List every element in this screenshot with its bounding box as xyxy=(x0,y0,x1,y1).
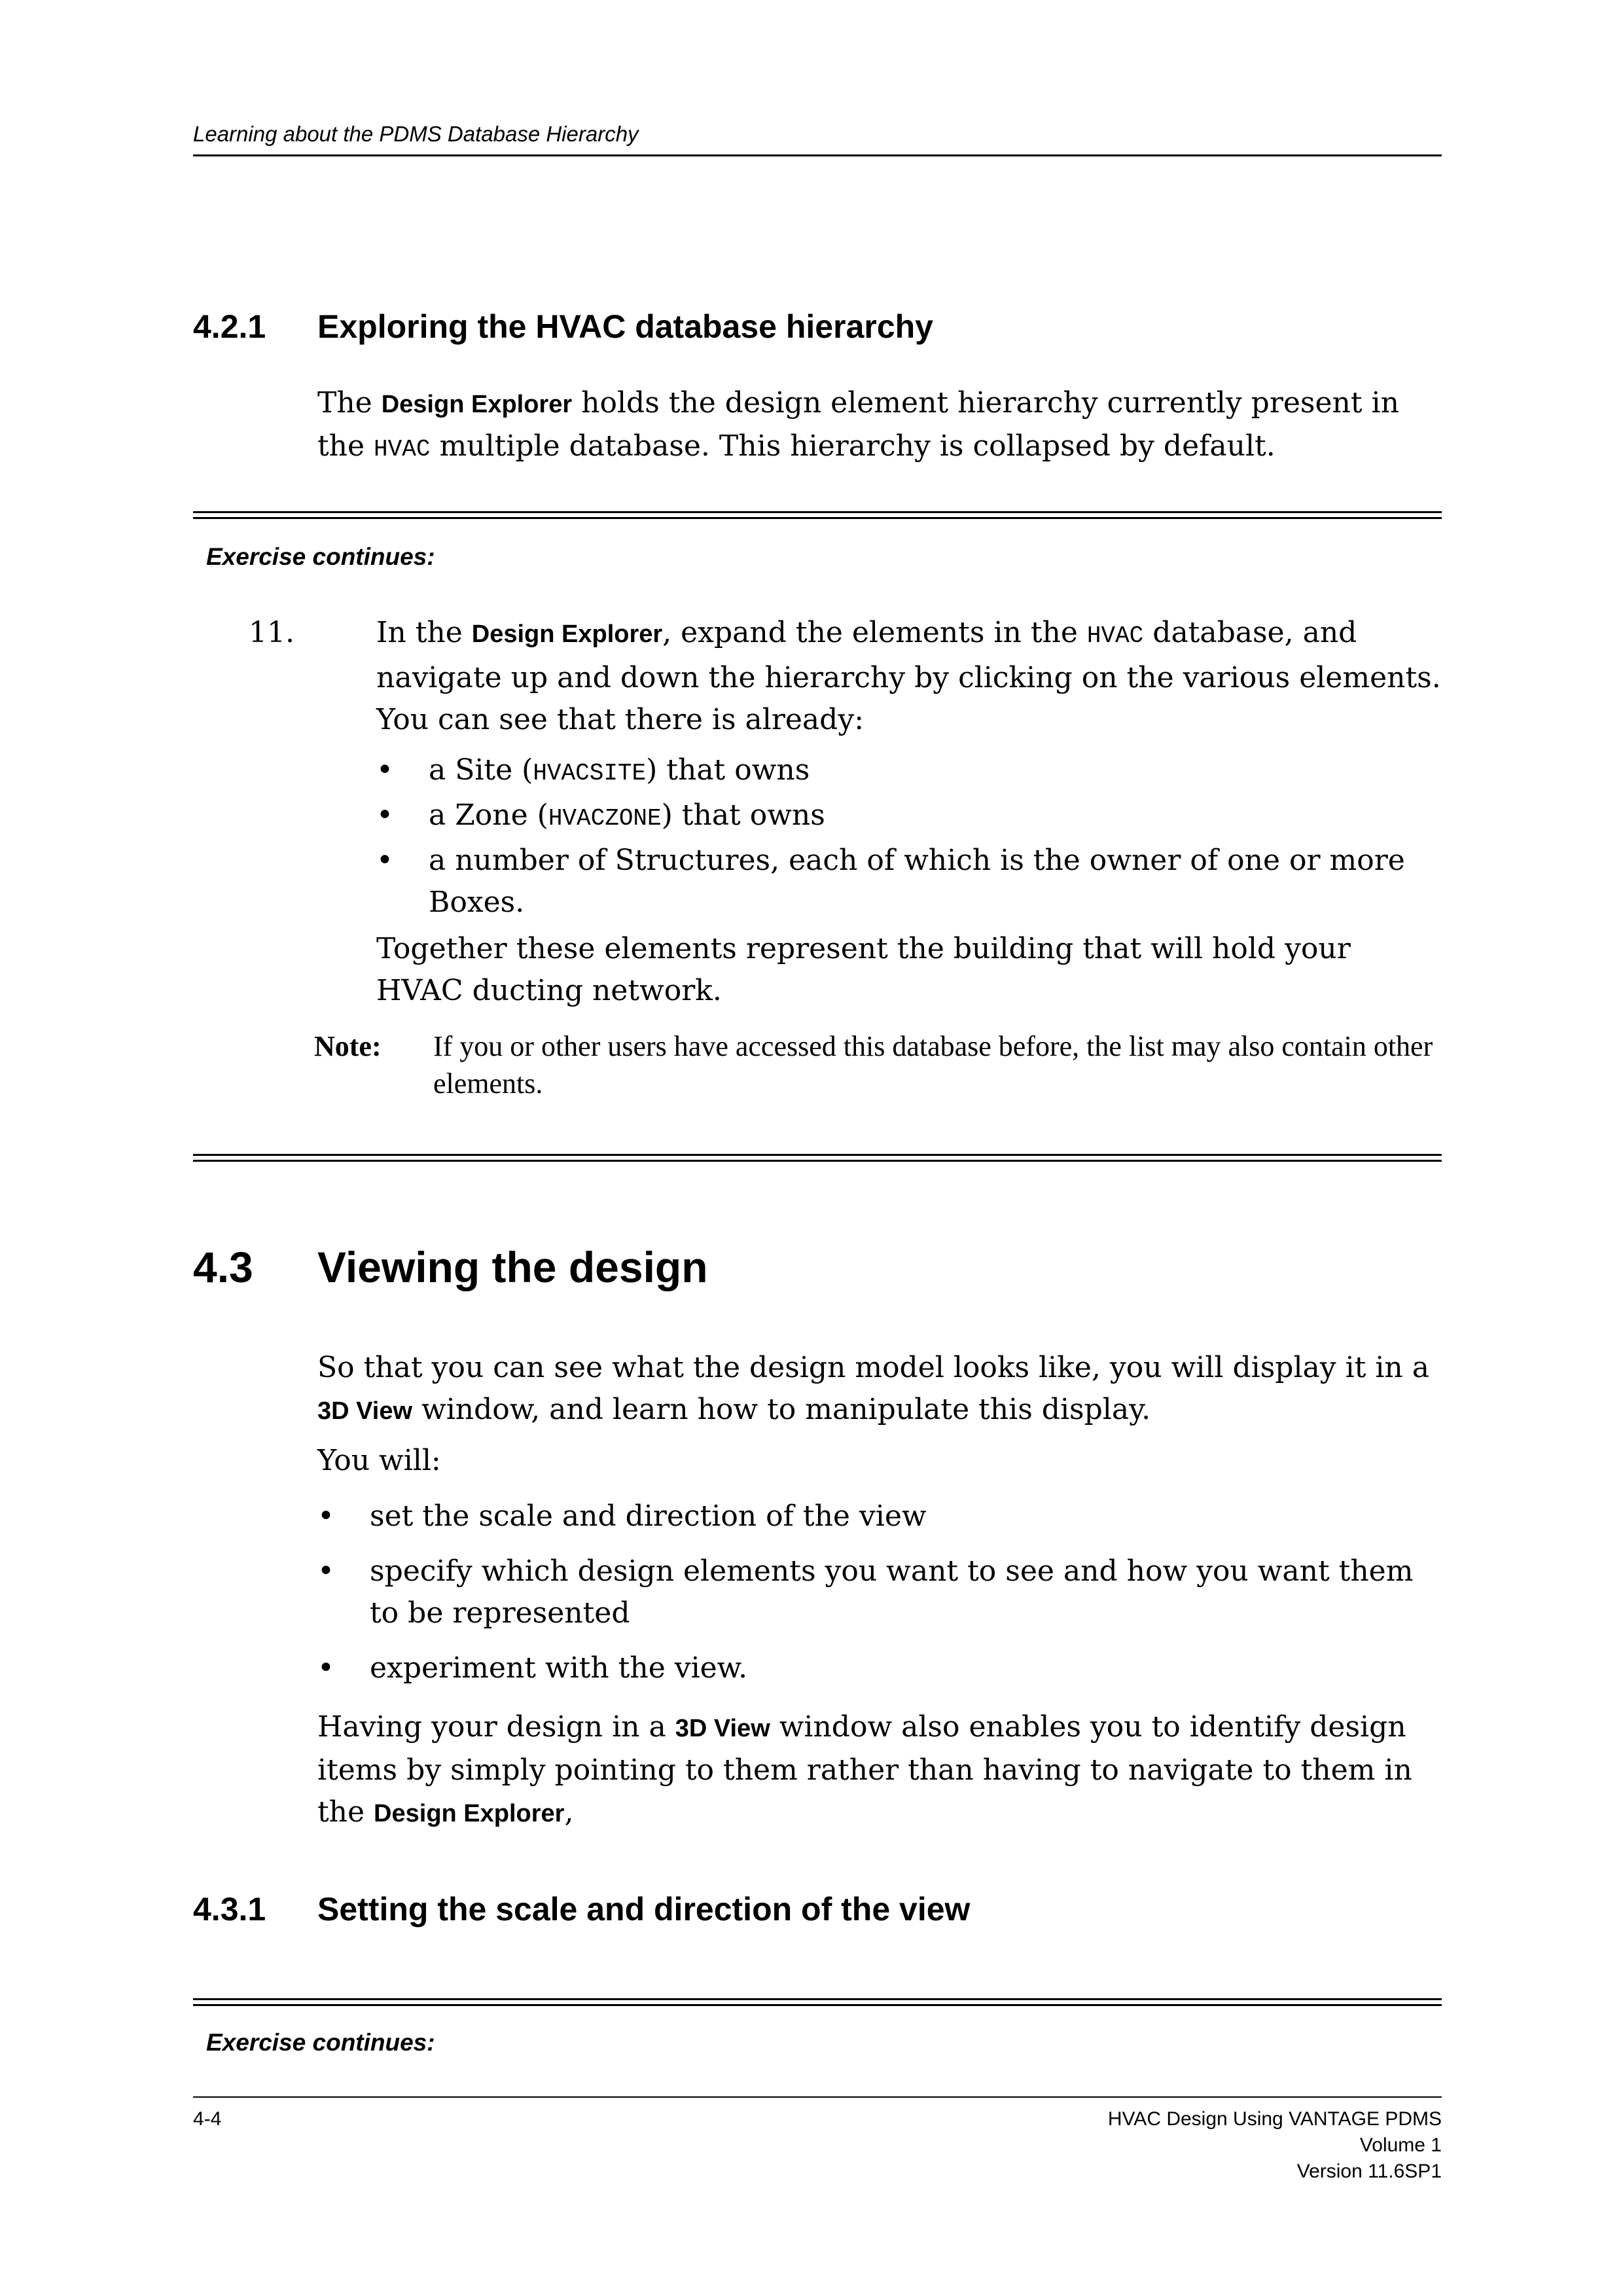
ui-term: Design Explorer xyxy=(471,620,663,648)
you-will-bullet-list xyxy=(317,1496,1443,1689)
bullet-icon: • xyxy=(317,1554,334,1588)
footer-rule xyxy=(193,2096,1442,2098)
intro-paragraph: The Design Explorer holds the design element hierarchy currently present in the HVAC multiple database. This hierarchy is collapsed by default. xyxy=(317,386,1399,463)
section-heading-4-2-1 xyxy=(193,308,933,346)
footer-volume: Volume 1 xyxy=(1359,2134,1442,2156)
running-header: Learning about the PDMS Database Hierarchy xyxy=(193,122,639,146)
header-rule xyxy=(193,154,1442,156)
step-paragraph: In the Design Explorer, expand the elements in the HVAC database, and navigate up and down the hierarchy by clicking on the various elements. You can see that there is already: xyxy=(376,616,1441,736)
bullet-icon: • xyxy=(376,844,393,877)
section-title: Exploring the HVAC database hierarchy xyxy=(317,308,933,345)
footer-version: Version 11.6SP1 xyxy=(1296,2161,1442,2182)
code-term: HVAC xyxy=(374,436,431,463)
list-item: • experiment with the view. xyxy=(317,1647,1443,1689)
code-term: HVACSITE xyxy=(533,760,647,787)
bullet-icon: • xyxy=(317,1499,334,1533)
exercise-end-rule xyxy=(193,1154,1442,1162)
list-item: • set the scale and direction of the view xyxy=(317,1496,1443,1537)
hierarchy-bullet-list xyxy=(376,749,1443,924)
viewing-intro-paragraph: So that you can see what the design model looks like, you will display it in a 3D View window, and learn how to manipulate this display. xyxy=(317,1351,1429,1426)
section-number: 4.2.1 xyxy=(193,308,266,345)
page-number: 4-4 xyxy=(193,2108,222,2130)
list-item: • a Zone (HVACZONE) that owns xyxy=(376,795,1443,840)
code-term: HVAC xyxy=(1086,622,1144,649)
list-item: • specify which design elements you want to see and how you want them to be represented xyxy=(317,1551,1443,1634)
section-title: Viewing the design xyxy=(317,1243,708,1291)
footer-title: HVAC Design Using VANTAGE PDMS xyxy=(1107,2108,1442,2130)
you-will-label: You will: xyxy=(317,1444,441,1477)
section-number: 4.3.1 xyxy=(193,1891,266,1928)
section-title: Setting the scale and direction of the view xyxy=(317,1891,971,1928)
exercise-rule xyxy=(193,1998,1442,2006)
step-number: 11. xyxy=(249,616,294,649)
exercise-label: Exercise continues: xyxy=(206,543,435,570)
bullet-icon: • xyxy=(317,1651,334,1685)
list-item: • a number of Structures, each of which is the owner of one or more Boxes. xyxy=(376,840,1443,924)
pointing-paragraph: Having your design in a 3D View window also enables you to identify design items by simply pointing to them rather than having to navigate to them in the Design Explorer, xyxy=(317,1710,1412,1829)
bullet-icon: • xyxy=(376,798,393,832)
ui-term: 3D View xyxy=(675,1715,770,1742)
together-paragraph: Together these elements represent the building that will hold your HVAC ducting network. xyxy=(376,932,1351,1007)
section-number: 4.3 xyxy=(193,1243,253,1291)
bullet-icon: • xyxy=(376,753,393,787)
note-text: If you or other users have accessed this database before, the list may also contain other elements. xyxy=(433,1030,1433,1100)
section-heading-4-3-1 xyxy=(193,1890,970,1928)
ui-term: 3D View xyxy=(317,1397,413,1425)
list-item: • a Site (HVACSITE) that owns xyxy=(376,749,1443,795)
ui-term: Design Explorer xyxy=(381,391,573,418)
ui-term: Design Explorer xyxy=(374,1800,565,1827)
exercise-label: Exercise continues: xyxy=(206,2029,435,2056)
code-term: HVACZONE xyxy=(548,805,662,832)
section-heading-4-3 xyxy=(193,1242,708,1292)
note-label: Note: xyxy=(314,1030,382,1062)
exercise-rule xyxy=(193,511,1442,519)
footer-info xyxy=(1108,2106,1442,2185)
